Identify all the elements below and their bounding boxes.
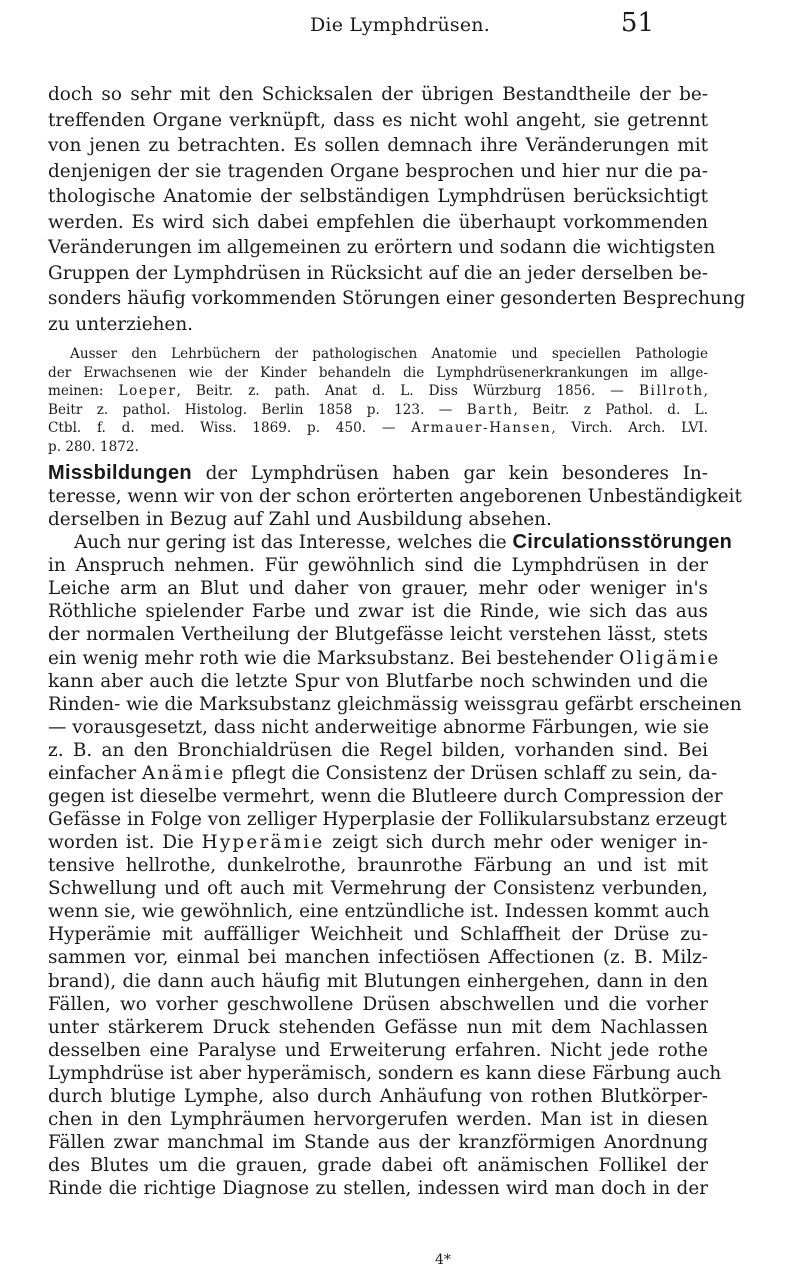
author-name: Loeper: [118, 383, 177, 399]
text-line: einfacher Anämie pflegt die Consistenz der Drüsen schlaff zu sein, da-: [48, 762, 718, 784]
text-line: desselben eine Paralyse und Erweiterung erfahren. Nicht jede rothe: [48, 1039, 708, 1061]
text-line: in Anspruch nehmen. Für gewöhnlich sind die Lymphdrüsen in der: [48, 555, 708, 577]
text-line: Fällen, wo vorher geschwollene Drüsen abschwellen und die vorher: [48, 993, 708, 1015]
note-line: Beitr z. pathol. Histolog. Berlin 1858 p. 123. — Barth, Beitr. z Pathol. d. L.: [48, 401, 709, 418]
text-line: worden ist. Die Hyperämie zeigt sich durch mehr oder weniger in-: [48, 832, 708, 854]
text-line: thologische Anatomie der selbständigen Lymphdrüsen berücksichtigt: [48, 186, 708, 207]
text-line: derselben in Bezug auf Zahl und Ausbildung absehen.: [48, 509, 552, 531]
author-name: Barth: [466, 401, 514, 418]
text-line: wenn sie, wie gewöhnlich, eine entzündliche ist. Indessen kommt auch: [48, 901, 710, 923]
text-line: — vorausgesetzt, dass nicht anderweitige abnorme Färbungen, wie sie: [48, 716, 710, 738]
text-line: Gruppen der Lymphdrüsen in Rücksicht auf die an jeder derselben be-: [48, 262, 708, 284]
text-line: Fällen zwar manchmal im Stande aus der kranzförmigen Anordnung: [48, 1132, 708, 1153]
text-line: sonders häufig vorkommenden Störungen einer gesonderten Besprechung: [48, 288, 746, 309]
text-line: brand), die dann auch häufig mit Blutungen einhergehen, dann in den: [48, 970, 708, 992]
text-line: gegen ist dieselbe vermehrt, wenn die Blutleere durch Compression der: [48, 785, 723, 807]
spaced-term: Hyperämie: [201, 832, 325, 854]
page-header: [0, 8, 800, 42]
note-line: der Erwachsenen wie der Kinder behandeln die Lymphdrüsenerkrankungen im allge-: [48, 364, 708, 381]
author-name: Billroth: [638, 383, 704, 399]
text-line: treffenden Organe verknüpft, dass es nicht wohl angeht, sie getrennt: [48, 109, 708, 131]
text-line: kann aber auch die letzte Spur von Blutfarbe noch schwinden und die: [48, 670, 708, 692]
text-line: Rinde die richtige Diagnose zu stellen, indessen wird man doch in der: [48, 1178, 708, 1200]
text-line: sammen vor, einmal bei manchen infectiösen Affectionen (z. B. Milz-: [48, 947, 708, 969]
text-line: Hyperämie mit auffälliger Weichheit und Schlaffheit der Drüse zu-: [48, 924, 708, 946]
text-line: des Blutes um die grauen, grade dabei oft anämischen Follikel der: [48, 1155, 708, 1177]
spaced-term: Oligämie: [619, 647, 721, 669]
running-title: Die Lymphdrüsen.: [310, 14, 490, 36]
text-line: unter stärkerem Druck stehenden Gefässe nun mit dem Nachlassen: [48, 1016, 708, 1038]
text-line: Rinden- wie die Marksubstanz gleichmässig weissgrau gefärbt erscheinen: [48, 693, 742, 715]
text-line: Lymphdrüse ist aber hyperämisch, sondern es kann diese Färbung auch: [48, 1062, 722, 1084]
text-line: Röthliche spielender Farbe und zwar ist die Rinde, wie sich das aus: [48, 601, 708, 623]
spaced-term: Anämie: [142, 762, 226, 784]
text-line: Schwellung und oft auch mit Vermehrung der Consistenz verbunden,: [48, 878, 708, 900]
text-line: Leiche arm an Blut und daher von grauer, mehr oder weniger in's: [48, 578, 708, 600]
note-line: meinen: Loeper, Beitr. z. path. Anat d. L. Diss Würzburg 1856. — Billroth,: [48, 383, 708, 399]
text-line: von jenen zu betrachten. Es sollen demnach ihre Veränderungen mit: [48, 135, 708, 156]
section-heading: Missbildungen: [48, 462, 192, 484]
text-line: doch so sehr mit den Schicksalen der übrigen Bestandtheile der be-: [48, 84, 708, 105]
text-line: Gefässe in Folge von zelliger Hyperplasie der Follikularsubstanz erzeugt: [48, 809, 727, 831]
text-line: Auch nur gering ist das Interesse, welches die Circulationsstörungen: [74, 531, 733, 554]
author-name: Armauer-Hansen: [411, 420, 552, 436]
page-number: 51: [620, 8, 654, 38]
text-line: teresse, wenn wir von der schon erörterten angeborenen Unbeständigkeit: [48, 486, 742, 508]
note-line: Ausser den Lehrbüchern der pathologischen Anatomie und speciellen Pathologie: [70, 346, 708, 362]
text-line: ein wenig mehr roth wie die Marksubstanz. Bei bestehender Oligämie: [48, 647, 721, 669]
note-line: Ctbl. f. d. med. Wiss. 1869. p. 450. — Armauer-Hansen, Virch. Arch. LVI.: [48, 420, 708, 436]
text-line: tensive hellrothe, dunkelrothe, braunrothe Färbung an und ist mit: [48, 855, 708, 877]
sheet-signature: 4*: [435, 1252, 451, 1268]
text-line: Veränderungen im allgemeinen zu erörtern und sodann die wichtigsten: [48, 237, 716, 258]
section-heading: Circulationsstörungen: [512, 531, 733, 554]
text-line: zu unterziehen.: [48, 313, 194, 335]
note-line: p. 280. 1872.: [48, 438, 139, 455]
text-line: denjenigen der sie tragenden Organe besprochen und hier nur die pa-: [48, 160, 708, 182]
text-line: der normalen Vertheilung der Blutgefässe leicht verstehen lässt, stets: [48, 624, 708, 646]
text-line: durch blutige Lymphe, also durch Anhäufung von rothen Blutkörper-: [48, 1085, 708, 1107]
text-line: chen in den Lymphräumen hervorgerufen werden. Man ist in diesen: [48, 1108, 708, 1130]
text-line: werden. Es wird sich dabei empfehlen die überhaupt vorkommenden: [48, 211, 708, 233]
text-line: z. B. an den Bronchialdrüsen die Regel bilden, vorhanden sind. Bei: [48, 739, 708, 761]
text-line: Missbildungen der Lymphdrüsen haben gar kein besonderes In-: [48, 462, 708, 484]
